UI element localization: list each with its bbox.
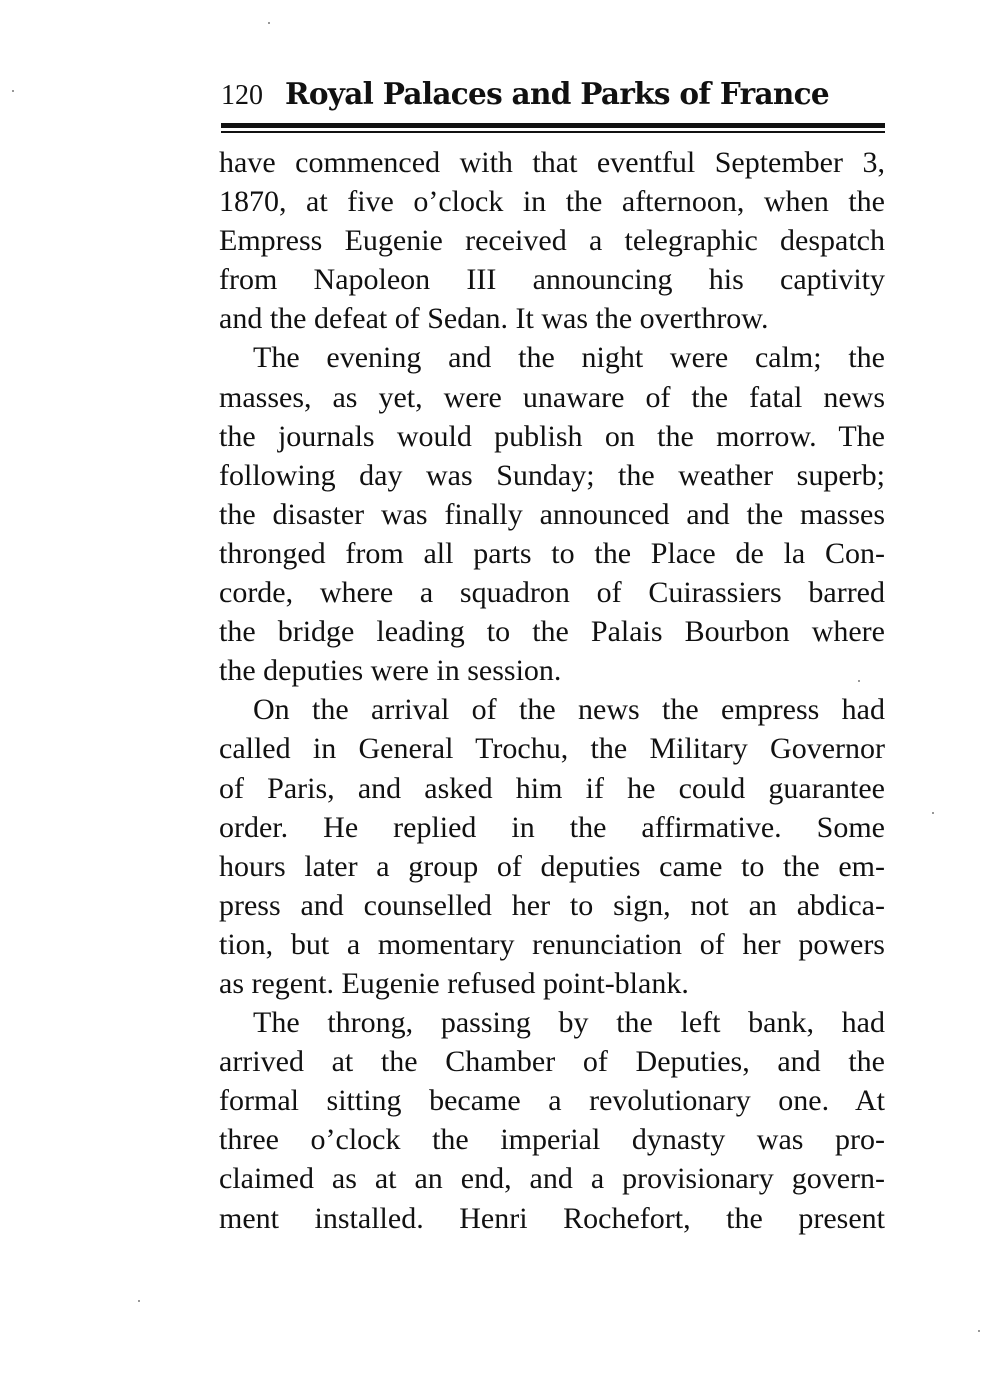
text-line: The throng, passing by the left bank, had xyxy=(253,1006,885,1040)
text-line: Empress Eugenie received a telegraphic despatch xyxy=(219,224,885,258)
text-line: called in General Trochu, the Military Governor xyxy=(219,732,885,766)
text-line: following day was Sunday; the weather superb; xyxy=(219,458,885,492)
scan-speck xyxy=(858,680,860,682)
text-line: press and counselled her to sign, not an abdica- xyxy=(219,888,885,922)
text-line: and the defeat of Sedan. It was the overthrow. xyxy=(219,302,769,336)
running-title: Royal Palaces and Parks of France xyxy=(285,76,829,111)
text-line: of Paris, and asked him if he could guarantee xyxy=(219,771,885,805)
scan-speck xyxy=(12,90,14,92)
text-line: arrived at the Chamber of Deputies, and the xyxy=(219,1045,885,1079)
running-head xyxy=(221,72,885,122)
text-line: masses, as yet, were unaware of the fatal news xyxy=(219,380,885,414)
text-line: formal sitting became a revolutionary one. At xyxy=(219,1084,885,1118)
scan-speck xyxy=(138,1300,140,1302)
header-rule-thick xyxy=(221,123,885,128)
paragraph-3 xyxy=(219,690,885,1003)
scan-speck xyxy=(268,22,270,24)
paragraph-4 xyxy=(219,1003,885,1238)
header-rule-thin xyxy=(221,131,885,133)
text-line: The evening and the night were calm; the xyxy=(253,341,885,375)
text-line: the journals would publish on the morrow. The xyxy=(219,419,885,453)
text-line: three o’clock the imperial dynasty was pro- xyxy=(219,1123,885,1157)
page-number: 120 xyxy=(221,80,263,111)
text-line: the bridge leading to the Palais Bourbon where xyxy=(219,615,885,649)
text-line: as regent. Eugenie refused point-blank. xyxy=(219,966,689,1000)
text-line: tion, but a momentary renunciation of her powers xyxy=(219,927,885,961)
text-line: corde, where a squadron of Cuirassiers barred xyxy=(219,576,885,610)
scan-speck xyxy=(978,1330,980,1332)
text-line: have commenced with that eventful September 3, xyxy=(219,146,885,179)
text-line: On the arrival of the news the empress had xyxy=(253,693,885,727)
text-line: the disaster was finally announced and the masses xyxy=(219,497,885,531)
text-line: order. He replied in the affirmative. Some xyxy=(219,810,885,844)
text-line: ment installed. Henri Rochefort, the present xyxy=(219,1201,885,1235)
paragraph-2 xyxy=(219,338,885,690)
text-line: 1870, at five o’clock in the afternoon, when the xyxy=(219,185,885,219)
body-text xyxy=(219,143,885,1238)
text-line: from Napoleon III announcing his captivity xyxy=(219,263,885,297)
text-line: thronged from all parts to the Place de la Con- xyxy=(219,536,885,570)
paragraph-1 xyxy=(219,143,885,338)
scan-speck xyxy=(932,812,934,814)
text-line: the deputies were in session. xyxy=(219,654,562,688)
text-line: hours later a group of deputies came to the em- xyxy=(219,849,885,883)
text-line: claimed as at an end, and a provisionary govern- xyxy=(219,1162,885,1196)
